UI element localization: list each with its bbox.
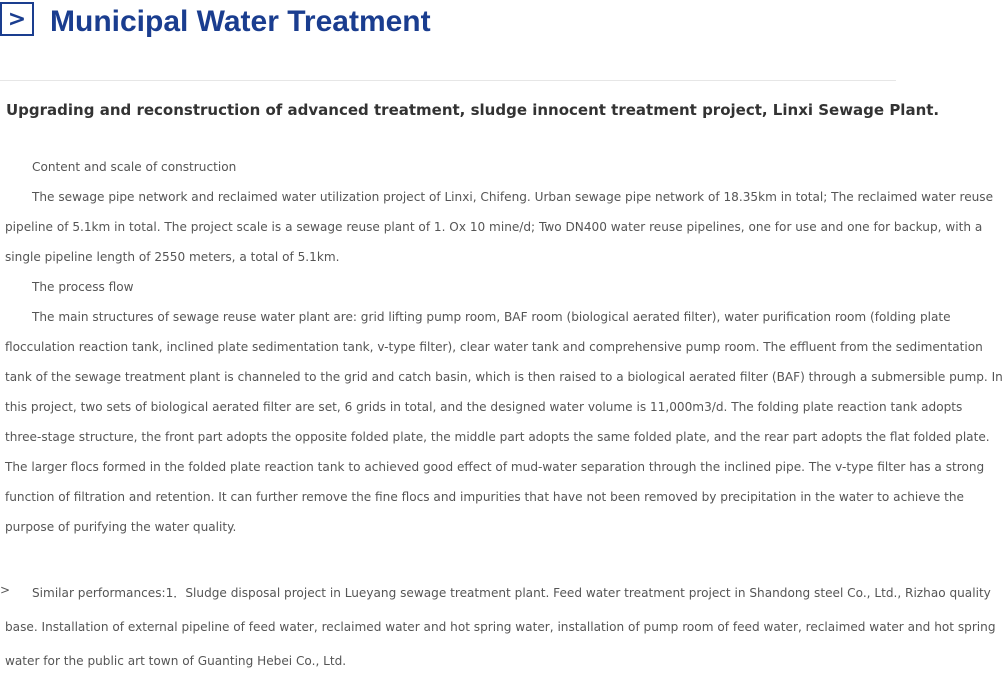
process-heading: The process flow: [32, 280, 134, 294]
page-title: Municipal Water Treatment: [50, 5, 431, 38]
process-paragraph-line: flocculation reaction tank, inclined plate sedimentation tank, v-type filter), clear water tank and comprehensive pump room. The effluent from the sedimentation: [5, 340, 983, 354]
page-header: [0, 0, 896, 81]
process-paragraph-line: function of filtration and retention. It can further remove the fine flocs and impurities that have not been removed by precipitation in the water to achieve the: [5, 490, 964, 504]
similar-performances-line: water for the public art town of Guanting Hebei Co., Ltd.: [5, 654, 347, 668]
chevron-right-icon: >: [0, 2, 34, 36]
process-paragraph-line: tank of the sewage treatment plant is channeled to the grid and catch basin, which is then raised to a biological aerated filter (BAF) through a submersible pump. In: [5, 370, 1003, 384]
similar-performances-line: Similar performances:1．Sludge disposal project in Lueyang sewage treatment plant. Feed water treatment project in Shandong steel Co., Ltd., Rizhao quality: [32, 586, 991, 600]
similar-performances: [5, 576, 996, 678]
content-paragraph-line: single pipeline length of 2550 meters, a total of 5.1km.: [5, 250, 340, 264]
caret-right-icon: >: [0, 583, 11, 597]
process-paragraph-line: this project, two sets of biological aerated filter are set, 6 grids in total, and the designed water volume is 11,000m3/d. The folding plate reaction tank adopts: [5, 400, 963, 414]
project-description: [5, 152, 1003, 542]
similar-performances-line: base. Installation of external pipeline of feed water, reclaimed water and hot spring water, installation of pump room of feed water, reclaimed water and hot spring: [5, 620, 996, 634]
process-paragraph-line: three-stage structure, the front part adopts the opposite folded plate, the middle part adopts the same folded plate, and the rear part adopts the flat folded plate.: [5, 430, 990, 444]
process-paragraph-line: purpose of purifying the water quality.: [5, 520, 237, 534]
project-subheading: Upgrading and reconstruction of advanced treatment, sludge innocent treatment project, Linxi Sewage Plant.: [6, 101, 940, 119]
content-paragraph-line: The sewage pipe network and reclaimed water utilization project of Linxi, Chifeng. Urban sewage pipe network of 18.35km in total; The reclaimed water reuse: [32, 190, 994, 204]
content-heading: Content and scale of construction: [32, 160, 237, 174]
process-paragraph-line: The main structures of sewage reuse water plant are: grid lifting pump room, BAF room (biological aerated filter), water purification room (folding plate: [32, 310, 951, 324]
process-paragraph-line: The larger flocs formed in the folded plate reaction tank to achieved good effect of mud-water separation through the inclined pipe. The v-type filter has a strong: [5, 460, 985, 474]
content-paragraph-line: pipeline of 5.1km in total. The project scale is a sewage reuse plant of 1. Ox 10 mine/d; Two DN400 water reuse pipelines, one for use and one for backup, with a: [5, 220, 983, 234]
